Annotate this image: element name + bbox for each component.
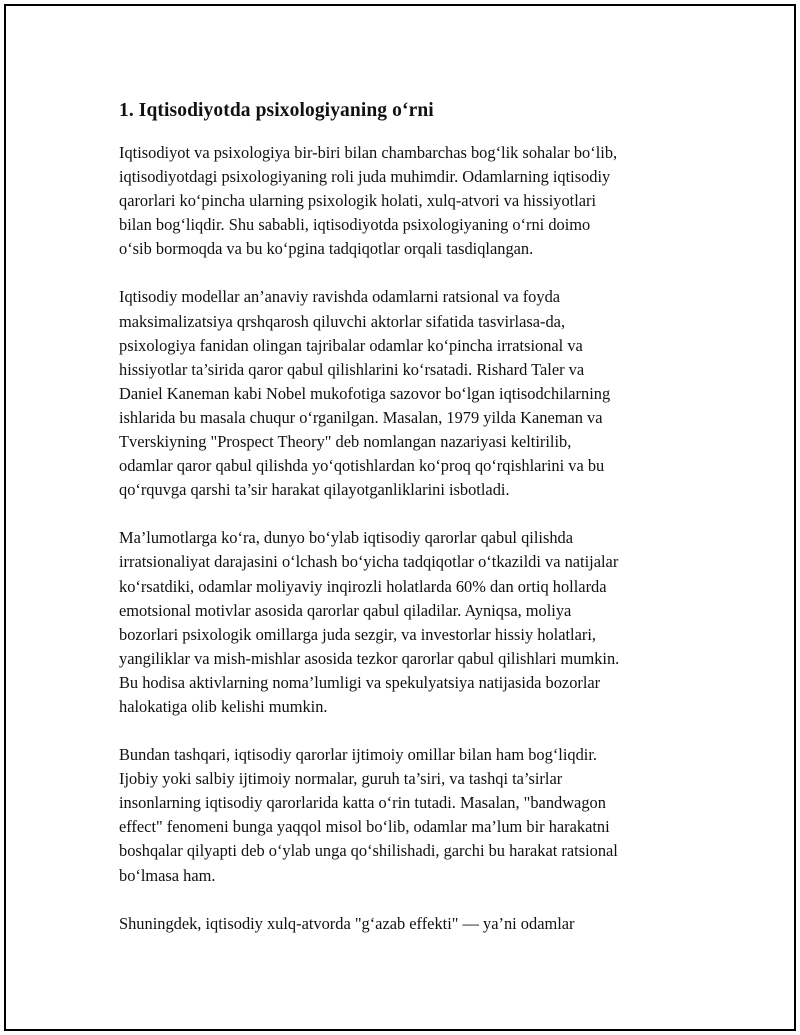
text-line: yangiliklar va mish-mishlar asosida tezkor qarorlar qabul qilishlari mumkin. <box>119 648 620 668</box>
text-line: irratsionaliyat darajasini o‘lchash bo‘yicha tadqiqotlar o‘tkazildi va natijalar <box>119 552 619 572</box>
text-line: hissiyotlar ta’sirida qaror qabul qilishlarini ko‘rsatadi. Rishard Taler va <box>119 359 585 379</box>
text-line: odamlar qaror qabul qilishda yo‘qotishlardan ko‘proq qo‘rqishlarini va bu <box>119 456 605 476</box>
text-line: Bu hodisa aktivlarning noma’lumligi va spekulyatsiya natijasida bozorlar <box>119 672 601 692</box>
text-line: ko‘rsatdiki, odamlar moliyaviy inqirozli holatlarda 60% dan ortiq hollarda <box>119 576 607 596</box>
text-line: bilan bog‘liqdir. Shu sababli, iqtisodiyotda psixologiyaning o‘rni doimo <box>119 215 591 235</box>
text-line: bozorlari psixologik omillarga juda sezgir, va investorlar hissiy holatlari, <box>119 624 596 644</box>
text-line: o‘sib bormoqda va bu ko‘pgina tadqiqotlar orqali tasdiqlangan. <box>119 239 534 259</box>
paragraph <box>119 526 699 719</box>
paragraph <box>119 912 699 936</box>
text-line: ishlarida bu masala chuqur o‘rganilgan. Masalan, 1979 yilda Kaneman va <box>119 407 603 427</box>
paragraph <box>119 141 699 261</box>
text-line: effect" fenomeni bunga yaqqol misol bo‘lib, odamlar ma’lum bir harakatni <box>119 817 610 837</box>
text-line: Ma’lumotlarga ko‘ra, dunyo bo‘ylab iqtisodiy qarorlar qabul qilishda <box>119 528 573 548</box>
text-line: insonlarning iqtisodiy qarorlarida katta o‘rin tutadi. Masalan, "bandwagon <box>119 793 606 813</box>
text-line: Tverskiyning "Prospect Theory" deb nomlangan nazariyasi keltirilib, <box>119 432 572 452</box>
paragraph <box>119 743 699 888</box>
text-line: Bundan tashqari, iqtisodiy qarorlar ijtimoiy omillar bilan ham bog‘liqdir. <box>119 745 597 765</box>
text-line: Ijobiy yoki salbiy ijtimoiy normalar, guruh ta’siri, va tashqi ta’sirlar <box>119 769 563 789</box>
paragraph <box>119 285 699 502</box>
text-line: Iqtisodiy modellar an’anaviy ravishda odamlarni ratsional va foyda <box>119 287 561 307</box>
section-heading: 1. Iqtisodiyotda psixologiyaning o‘rni <box>119 100 434 121</box>
text-line: Iqtisodiyot va psixologiya bir-biri bilan chambarchas bog‘lik sohalar bo‘lib, <box>119 143 618 162</box>
text-line: Daniel Kaneman kabi Nobel mukofotiga sazovor bo‘lgan iqtisodchilarning <box>119 383 611 403</box>
document-body <box>119 98 699 960</box>
text-line: psixologiya fanidan olingan tajribalar odamlar ko‘pincha irratsional va <box>119 335 583 355</box>
text-line: emotsional motivlar asosida qarorlar qabul qiladilar. Ayniqsa, moliya <box>119 600 572 620</box>
text-line: iqtisodiyotdagi psixologiyaning roli juda muhimdir. Odamlarning iqtisodiy <box>119 167 611 187</box>
text-line: halokatiga olib kelishi mumkin. <box>119 696 328 716</box>
page-frame <box>4 4 796 1031</box>
text-line: boshqalar qilyapti deb o‘ylab unga qo‘shilishadi, garchi bu harakat ratsional <box>119 841 618 861</box>
text-line: qarorlari ko‘pincha ularning psixologik holati, xulq-atvori va hissiyotlari <box>119 191 597 211</box>
text-line: qo‘rquvga qarshi ta’sir harakat qilayotganliklarini isbotladi. <box>119 480 510 500</box>
text-line: bo‘lmasa ham. <box>119 865 216 885</box>
text-line: maksimalizatsiya qrshqarosh qiluvchi aktorlar sifatida tasvirlasa-da, <box>119 311 566 331</box>
text-line: Shuningdek, iqtisodiy xulq-atvorda "g‘azab effekti" — ya’ni odamlar <box>119 913 575 933</box>
